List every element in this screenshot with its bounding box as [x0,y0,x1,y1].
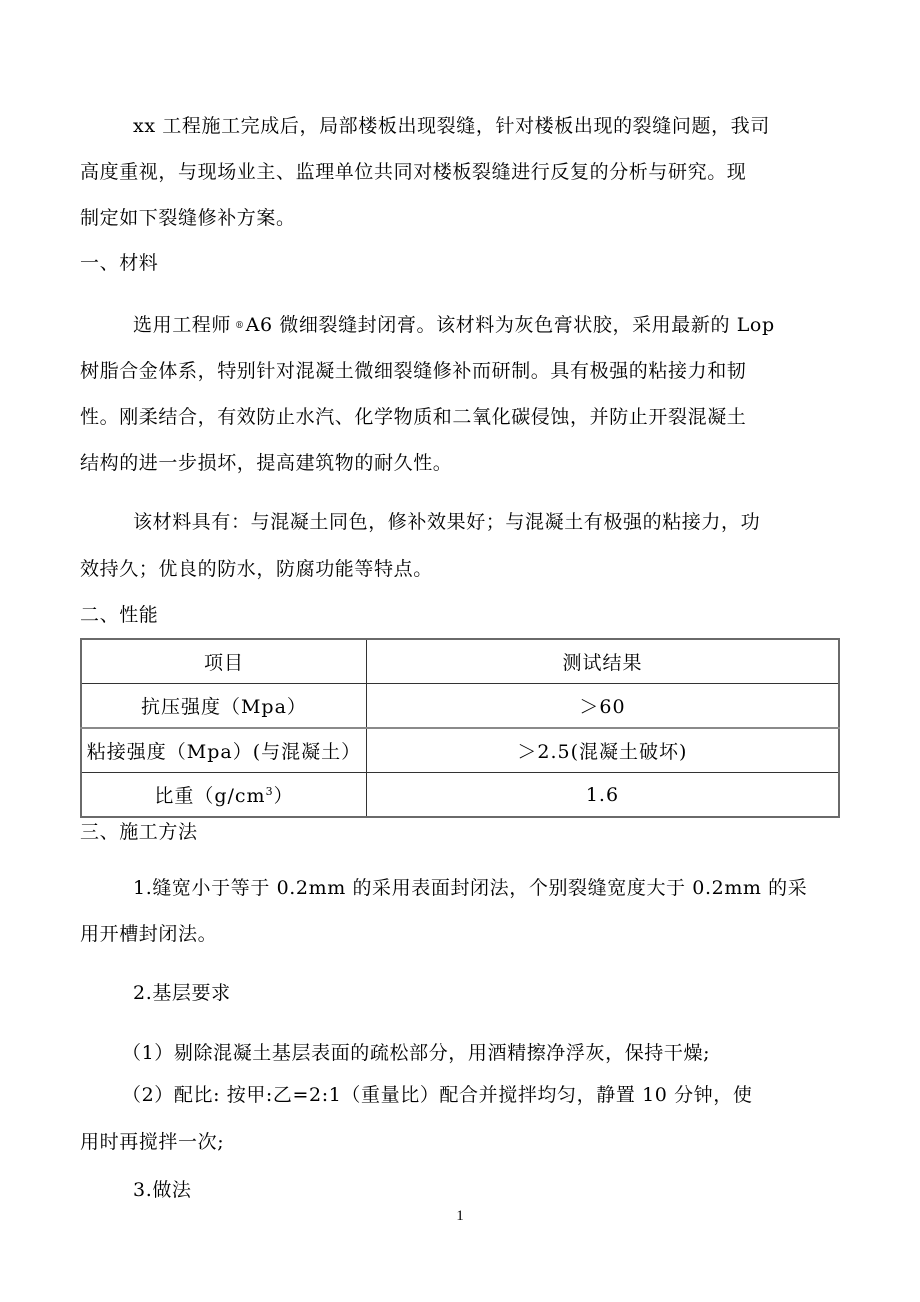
materials-para1-text-post: A6 微细裂缝封闭膏。该材料为灰色膏状胶，采用最新的 Lop [245,314,775,336]
method-item2-sub2-line-2: 用时再搅拌一次; [80,1131,225,1153]
table-header-row [81,639,839,684]
table-row [81,728,839,773]
table-cell-result: 1.6 [366,773,839,818]
table-cell-result: ＞60 [366,684,839,729]
performance-table [80,638,840,818]
section-heading-materials: 一、材料 [80,252,159,274]
method-item2-heading: 2.基层要求 [133,982,231,1004]
table-cell-item-pre: 比重（g/cm [154,785,266,807]
materials-para2-line-1: 该材料具有：与混凝土同色，修补效果好；与混凝土有极强的粘接力，功 [133,511,761,533]
materials-para2-line-2: 效持久；优良的防水，防腐功能等特点。 [80,558,433,580]
materials-para1-line-2: 树脂合金体系，特别针对混凝土微细裂缝修补而研制。具有极强的粘接力和韧 [80,360,747,382]
table-row [81,684,839,729]
table-header-result: 测试结果 [366,639,839,684]
intro-line-3: 制定如下裂缝修补方案。 [80,207,296,229]
method-item1-line-1: 1.缝宽小于等于 0.2mm 的采用表面封闭法，个别裂缝宽度大于 0.2mm 的采 [133,877,808,899]
section-heading-construction-method: 三、施工方法 [80,821,198,843]
section-heading-performance: 二、性能 [80,604,159,626]
table-cell-item-post: ） [273,785,294,807]
page-number: 1 [456,1208,464,1224]
materials-para1-line-3: 性。刚柔结合，有效防止水汽、化学物质和二氧化碳侵蚀，并防止开裂混凝土 [80,406,747,428]
intro-line-2: 高度重视，与现场业主、监理单位共同对楼板裂缝进行反复的分析与研究。现 [80,161,747,183]
method-item2-sub2-line-1: （2）配比: 按甲:乙=2:1（重量比）配合并搅拌均匀，静置 10 分钟，使 [122,1084,753,1106]
superscript-3: 3 [265,785,274,798]
materials-para1-line-1 [133,313,842,338]
intro-line-1: xx 工程施工完成后，局部楼板出现裂缝，针对楼板出现的裂缝问题，我司 [133,115,770,137]
materials-para1-line-4: 结构的进一步损坏，提高建筑物的耐久性。 [80,452,453,474]
registered-mark: ® [235,321,245,331]
materials-para1-text-pre: 选用工程师 [133,314,232,336]
table-cell-result: ＞2.5(混凝土破坏) [366,728,839,773]
table-header-item: 项目 [81,639,366,684]
table-cell-item: 抗压强度（Mpa） [81,684,366,729]
table-cell-item: 粘接强度（Mpa）(与混凝土） [81,728,366,773]
table-cell-item [81,773,366,818]
method-item3-heading: 3.做法 [133,1179,192,1201]
table-row [81,773,839,818]
method-item2-sub1: （1）剔除混凝土基层表面的疏松部分，用酒精擦净浮灰，保持干燥; [122,1042,711,1064]
method-item1-line-2: 用开槽封闭法。 [80,923,218,945]
